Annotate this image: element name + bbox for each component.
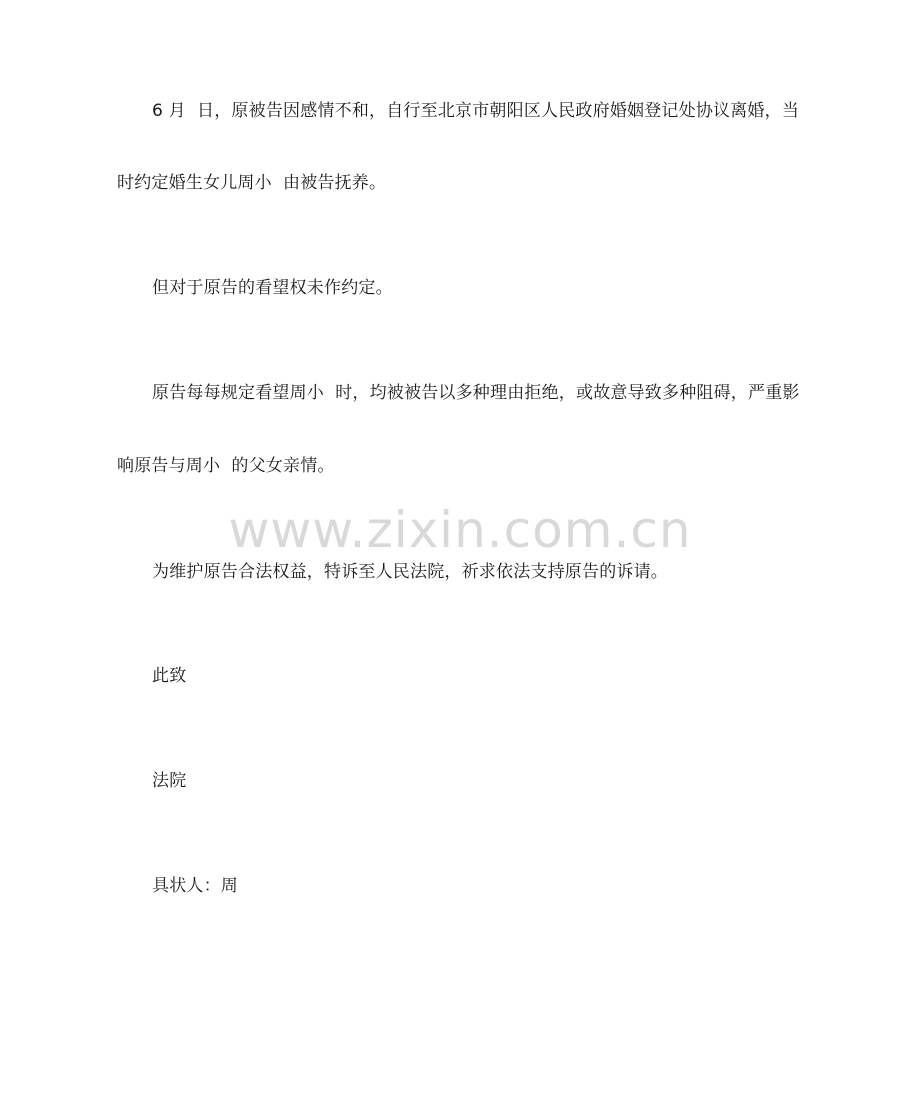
paragraph-2-line-1: 但对于原告的看望权未作约定。 xyxy=(152,278,393,298)
watermark-text: www.zixin.com.cn xyxy=(228,501,692,559)
paragraph-1-line-2: 时约定婚生女儿周小 由被告抚养。 xyxy=(117,173,387,193)
signatory-line: 具状人：周 xyxy=(152,876,238,896)
paragraph-3-line-2: 响原告与周小 的父女亲情。 xyxy=(117,456,335,476)
paragraph-1-line-1: 6 月 日，原被告因感情不和，自行至北京市朝阳区人民政府婚姻登记处协议离婚，当 xyxy=(152,101,800,121)
salutation-line: 此致 xyxy=(152,666,187,686)
recipient-line: 法院 xyxy=(152,771,187,791)
paragraph-3-line-1: 原告每每规定看望周小 时，均被被告以多种理由拒绝，或故意导致多种阻碍，严重影 xyxy=(152,383,800,403)
paragraph-4-line-1: 为维护原告合法权益，特诉至人民法院，祈求依法支持原告的诉请。 xyxy=(152,562,668,582)
